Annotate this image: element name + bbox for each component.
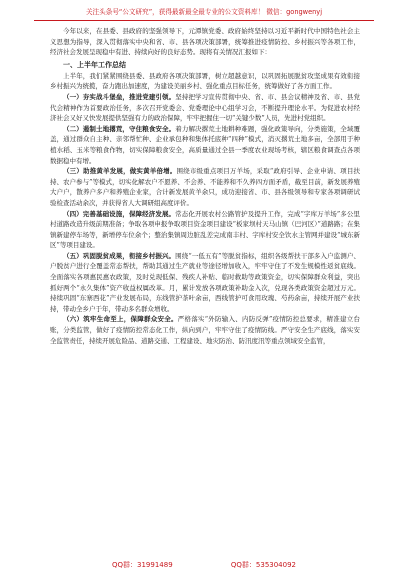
item-text: 严格落实“外防输入、内防反弹”疫情防控总要求，精准建立台账，分类监管，做好了疫情防控常态化工作，纵向到户，牢牢守住了疫情防线。严守安全生产底线，落实安全监管责任，持续开展危险品、道路交通、工程建设、地灾防治、防汛度汛等重点领域安全监管， (50, 315, 361, 345)
footer-qq-group-1: QQ群：31991489 (112, 561, 173, 569)
item-heading: （三）助推黄羊发展，做实黄羊倍增。 (63, 167, 177, 176)
intro-paragraph: 今年以来，在县委、县政府的坚强领导下，元潭镇党委、政府始终坚持以习近平新时代中国特色社会主义思想为指导，深入贯彻落实中央和省、市、县各项决策部署，统筹推进疫情防控、乡村振兴等各项工作，经济社会发展呈现稳中有进、持续向好的良好态势。现将有关情况汇报如下： (50, 27, 360, 57)
document-footer (0, 560, 408, 570)
item-paragraph (50, 251, 360, 315)
document-header (34, 6, 374, 26)
item-heading: （五）巩固脱贫成果，衔接乡村振兴。 (63, 251, 176, 260)
section-heading: 一、上半年工作总结 (63, 59, 126, 69)
item-paragraph (50, 314, 360, 346)
item-heading: （二）遏制土地撂荒，守住粮食安全。 (63, 124, 176, 133)
item-text: 围绕市级重点项目万羊场，采取“政府引导、企业申请、项目扶持、农户参与”等模式，切实化解农户不愿养、不会养、不能养和不久养四方面矛盾，截至目前，新发展养殖大户户，散养户多户和养殖企业家，合计新发展黄羊余只，成功迎接省、市、县各级领导和专家各项调研试验检查活动余次，并获得省人大调研组高度评价。 (50, 167, 360, 207)
item-paragraph (50, 92, 360, 124)
item-paragraph (50, 124, 360, 166)
item-text: 常态化开展农村公路管护及提升工作，完成“字库万羊场”多公里村道路改造升级前期准备；争取各项申报争取项目资金项目建设“板家坝村天马山镇（巴河区）”道路路；在集镇新建停车场等，新增停车位余个；整治集镇周边脏乱差完成南丰村、字库村安全饮水主管网并建设“城东新区”等项目建设。 (50, 209, 361, 250)
footer-qq-group-2: QQ群：535304092 (230, 561, 296, 569)
item-text: 坚持把学习宣传贯彻中央、省、市、县会议精神及省、市、县党代会精神作为首要政治任务，多次召开党委会、党委理论中心组学习会，不断提升理论水平。为促进农村经济社会又好又快发展提供坚强有力的政治保障，牢牢把握住一切“关键少数”人员，先进村党组织。 (50, 92, 361, 123)
item-text: 着力解决撂荒土地耕种难题，强化政策导向，分类施策，全域覆盖，通过群众自主种、亲邻帮忙种、企业承包种和集体托底种“四种”模式，消灭撂荒土地多亩，全部用于种植水稻、玉米等粮食作物，切实保障粮食安全，高质量通过全县一季度农业现场考核，辖区粮食调查点各项数据稳中有增。 (50, 124, 361, 165)
item-paragraph (50, 209, 360, 251)
section-intro-paragraph: 上半年，我们紧紧围绕县委、县政府各项决策部署，树立超越意识，以巩固拓展脱贫攻坚成果有效衔接乡村振兴为统揽，奋力跑出加速度，为建设美丽乡村、强化重点目标任务，统筹做好了各方面工作。 (50, 71, 360, 91)
header-rule (34, 20, 374, 21)
item-heading: （一）夯实战斗堡垒，推进党建引领。 (63, 92, 176, 101)
item-paragraph (50, 166, 360, 208)
document-body (50, 26, 360, 346)
item-text: 围绕“一低五有”等脱贫指标，组织各级帮扶干部多入户监测户、户脱贫户进行全覆盖常态帮扶，帮助其通过生产就业等途径增加收入，牢牢守住了不发生规模性返贫底线。全面落实各项惠民惠农政策，及时兑现低保、残疾人补贴、临时救助等政策资金，切实保障群众利益，突出抓好两个“永久集体”资产收益权属改革。月，累计发放各项政策补助金入次，兑现各类政策资金超过万元。持续巩固“东寨西花”产业发展布局，东线管护茶叶余亩，西线管护可食用玫瑰、芍药余亩，持续开展产业扶持，带动全乡户于年，带动多名群众增收。 (50, 251, 361, 313)
item-heading: （四）完善基础设施，保障经济发展。 (63, 209, 176, 218)
header-promo-text: 关注头条号“公文研究”，获得最新最全最专业的公文资料库！ 微信：gongwenyj (85, 8, 323, 16)
item-heading: （六）筑牢生命至上，保障群众安全。 (63, 315, 178, 324)
